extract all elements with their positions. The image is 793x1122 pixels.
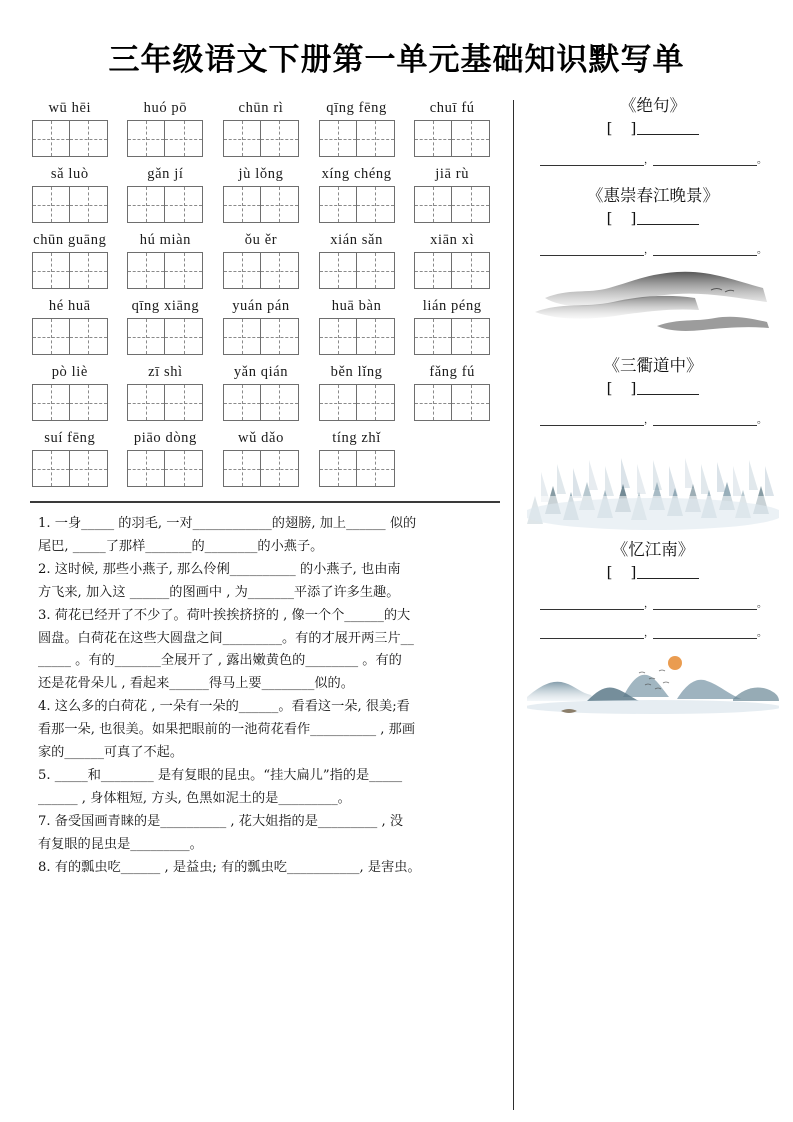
pinyin-label: xián sǎn bbox=[330, 232, 383, 248]
character-box-group[interactable] bbox=[118, 318, 214, 355]
tianzige-cell[interactable] bbox=[33, 121, 70, 156]
tianzige-cell[interactable] bbox=[128, 187, 165, 222]
tianzige-grid[interactable] bbox=[319, 186, 395, 223]
poem-blank-segment[interactable] bbox=[653, 154, 757, 166]
blank-line: 看那一朵, 也很美。如果把眼前的一池荷花看作__________ , 那画 bbox=[38, 722, 416, 738]
pinyin-box-row bbox=[22, 120, 500, 157]
tianzige-cell[interactable] bbox=[128, 385, 165, 420]
poem-blank-segment[interactable] bbox=[653, 414, 757, 426]
blank-line: 2. 这时候, 那些小燕子, 那么伶俐__________ 的小燕子, 也由南 bbox=[38, 561, 401, 577]
character-box-group[interactable] bbox=[213, 318, 309, 355]
decorative-artwork bbox=[527, 651, 779, 735]
pinyin-box-row bbox=[22, 450, 500, 487]
author-bracket-close: ] bbox=[630, 209, 638, 227]
pinyin-row bbox=[22, 166, 501, 223]
pinyin-row bbox=[22, 430, 501, 487]
tianzige-grid[interactable] bbox=[127, 120, 203, 157]
tianzige-cell[interactable] bbox=[165, 451, 202, 486]
character-box-group[interactable] bbox=[309, 120, 405, 157]
character-box-group[interactable] bbox=[404, 120, 500, 157]
character-box-group[interactable] bbox=[404, 252, 500, 289]
comma-mark: ， bbox=[644, 245, 654, 256]
blank-line: 1. 一身_____ 的羽毛, 一对____________的翅膀, 加上______ 似的 bbox=[38, 516, 417, 531]
tianzige-cell[interactable] bbox=[415, 385, 452, 420]
blank-line: 7. 备受国画青睐的是__________ , 花大姐指的是_________ , 没 bbox=[38, 813, 404, 829]
author-name-underline[interactable] bbox=[637, 564, 699, 579]
tianzige-cell[interactable] bbox=[357, 253, 394, 288]
character-box-group[interactable] bbox=[22, 384, 118, 421]
tianzige-cell[interactable] bbox=[70, 253, 107, 288]
right-column-poems bbox=[513, 92, 793, 1122]
pinyin-label: jiā rù bbox=[435, 166, 470, 182]
pinyin-label-row bbox=[22, 166, 500, 186]
author-gap bbox=[614, 209, 631, 227]
tianzige-cell[interactable] bbox=[33, 253, 70, 288]
tianzige-cell[interactable] bbox=[128, 451, 165, 486]
tianzige-grid[interactable] bbox=[319, 120, 395, 157]
tianzige-cell[interactable] bbox=[70, 121, 107, 156]
tianzige-cell[interactable] bbox=[415, 121, 452, 156]
pinyin-label: tíng zhǐ bbox=[332, 430, 381, 446]
spacer bbox=[527, 166, 779, 182]
tianzige-cell[interactable] bbox=[320, 187, 357, 222]
pinyin-label: ǒu ěr bbox=[244, 232, 278, 248]
tianzige-grid[interactable] bbox=[32, 186, 108, 223]
tianzige-grid[interactable] bbox=[127, 252, 203, 289]
poem-title: 《忆江南》 bbox=[611, 540, 695, 559]
tianzige-cell[interactable] bbox=[320, 451, 357, 486]
blank-line: 8. 有的瓢虫吃______ , 是益虫; 有的瓢虫吃___________, 是害虫。 bbox=[38, 859, 421, 875]
blank-line: 3. 荷花已经开了不少了。荷叶挨挨挤挤的 , 像一个个______的大 bbox=[38, 607, 411, 623]
ink-mountain-illustration bbox=[527, 268, 779, 346]
tianzige-cell[interactable] bbox=[415, 187, 452, 222]
poem-blank-segment[interactable] bbox=[653, 244, 757, 256]
tianzige-cell[interactable] bbox=[415, 319, 452, 354]
pinyin-label: hé huā bbox=[48, 298, 91, 314]
tianzige-grid[interactable] bbox=[223, 252, 299, 289]
blank-line: 尾巴, _____了那样_______的________的小燕子。 bbox=[38, 538, 324, 554]
author-name-underline[interactable] bbox=[637, 380, 699, 395]
tianzige-cell[interactable] bbox=[165, 253, 202, 288]
misty-pine-forest-illustration bbox=[527, 438, 779, 530]
character-box-group[interactable] bbox=[309, 318, 405, 355]
character-box-group[interactable] bbox=[309, 186, 405, 223]
sunrise-river-landscape-illustration bbox=[527, 651, 779, 735]
tianzige-grid[interactable] bbox=[414, 252, 490, 289]
tianzige-cell[interactable] bbox=[165, 121, 202, 156]
tianzige-cell[interactable] bbox=[320, 121, 357, 156]
tianzige-grid[interactable] bbox=[32, 120, 108, 157]
blank-line: 还是花骨朵儿 , 看起来______得马上要________似的。 bbox=[38, 676, 354, 692]
pinyin-label: qīng fēng bbox=[326, 100, 387, 116]
character-box-group[interactable] bbox=[213, 450, 309, 487]
poem-answer-line[interactable] bbox=[527, 627, 779, 639]
tianzige-cell[interactable] bbox=[261, 385, 298, 420]
character-box-group[interactable] bbox=[309, 450, 405, 487]
tianzige-cell[interactable] bbox=[320, 319, 357, 354]
pinyin-label: zī shì bbox=[148, 364, 183, 380]
pinyin-label: běn lǐng bbox=[330, 364, 383, 380]
author-gap bbox=[614, 119, 631, 137]
character-box-group[interactable] bbox=[309, 252, 405, 289]
tianzige-cell[interactable] bbox=[261, 451, 298, 486]
character-box-group[interactable] bbox=[213, 252, 309, 289]
author-bracket-close: ] bbox=[630, 379, 638, 397]
blank-line: 5. _____和________ 是有复眼的昆虫。“挂大扁儿”指的是_____ bbox=[38, 767, 403, 783]
author-name-underline[interactable] bbox=[637, 120, 699, 135]
tianzige-grid[interactable] bbox=[127, 186, 203, 223]
tianzige-cell[interactable] bbox=[70, 187, 107, 222]
tianzige-cell[interactable] bbox=[452, 385, 489, 420]
tianzige-cell[interactable] bbox=[261, 187, 298, 222]
tianzige-grid[interactable] bbox=[414, 120, 490, 157]
pinyin-label: wǔ dǎo bbox=[238, 430, 284, 446]
tianzige-cell[interactable] bbox=[70, 319, 107, 354]
tianzige-cell[interactable] bbox=[452, 319, 489, 354]
pinyin-label-row bbox=[22, 364, 500, 384]
pinyin-row bbox=[22, 364, 501, 421]
tianzige-cell[interactable] bbox=[33, 451, 70, 486]
tianzige-cell[interactable] bbox=[357, 451, 394, 486]
tianzige-grid[interactable] bbox=[127, 384, 203, 421]
tianzige-cell[interactable] bbox=[415, 253, 452, 288]
poem-title: 《绝句》 bbox=[620, 96, 686, 115]
pinyin-label: sǎ luò bbox=[50, 166, 89, 182]
blank-line: ______ , 身体粗短, 方头, 色黑如泥土的是_________。 bbox=[38, 790, 351, 806]
poem-section bbox=[527, 536, 779, 735]
poem-section bbox=[527, 92, 779, 182]
character-box-group[interactable] bbox=[118, 120, 214, 157]
spacer bbox=[404, 430, 500, 450]
pinyin-label: huā bàn bbox=[331, 298, 382, 314]
tianzige-cell[interactable] bbox=[224, 319, 261, 354]
pinyin-label: chūn rì bbox=[238, 100, 284, 116]
poem-author-blank[interactable] bbox=[527, 119, 779, 137]
character-box-group[interactable] bbox=[22, 252, 118, 289]
character-box-group[interactable] bbox=[213, 120, 309, 157]
pinyin-label: pò liè bbox=[51, 364, 88, 380]
character-box-group[interactable] bbox=[22, 186, 118, 223]
tianzige-cell[interactable] bbox=[165, 319, 202, 354]
pinyin-label: jù lǒng bbox=[238, 166, 284, 182]
blank-line: _____ 。有的_______全展开了 , 露出嫩黄色的________ 。有的 bbox=[38, 653, 402, 669]
pinyin-label-row bbox=[22, 298, 500, 318]
page-title: 三年级语文下册第一单元基础知识默写单 bbox=[108, 42, 685, 78]
tianzige-grid[interactable] bbox=[223, 384, 299, 421]
poem-blank-segment[interactable] bbox=[540, 627, 644, 639]
poem-author-blank[interactable] bbox=[527, 563, 779, 581]
pinyin-box-row bbox=[22, 252, 500, 289]
tianzige-cell[interactable] bbox=[261, 319, 298, 354]
page-header bbox=[0, 0, 793, 92]
tianzige-cell[interactable] bbox=[320, 385, 357, 420]
tianzige-grid[interactable] bbox=[319, 252, 395, 289]
tianzige-grid[interactable] bbox=[223, 186, 299, 223]
tianzige-grid[interactable] bbox=[319, 318, 395, 355]
tianzige-grid[interactable] bbox=[32, 252, 108, 289]
poem-answer-line[interactable] bbox=[527, 414, 779, 426]
character-box-group[interactable] bbox=[404, 318, 500, 355]
pinyin-label: yuán pán bbox=[232, 298, 290, 314]
character-box-group[interactable] bbox=[118, 384, 214, 421]
pinyin-label: lián péng bbox=[422, 298, 482, 314]
tianzige-cell[interactable] bbox=[320, 253, 357, 288]
tianzige-cell[interactable] bbox=[224, 253, 261, 288]
author-gap bbox=[614, 379, 631, 397]
tianzige-cell[interactable] bbox=[261, 253, 298, 288]
character-box-group[interactable] bbox=[118, 252, 214, 289]
character-box-group[interactable] bbox=[213, 186, 309, 223]
pinyin-writing-grid bbox=[0, 92, 513, 487]
author-bracket-open: [ bbox=[606, 209, 614, 227]
pinyin-box-row bbox=[22, 318, 500, 355]
poem-blank-segment[interactable] bbox=[540, 244, 644, 256]
pinyin-row bbox=[22, 232, 501, 289]
tianzige-grid[interactable] bbox=[223, 450, 299, 487]
pinyin-row bbox=[22, 298, 501, 355]
tianzige-cell[interactable] bbox=[70, 385, 107, 420]
period-mark: 。 bbox=[757, 155, 767, 166]
period-mark: 。 bbox=[757, 245, 767, 256]
tianzige-grid[interactable] bbox=[223, 120, 299, 157]
tianzige-cell[interactable] bbox=[452, 253, 489, 288]
poem-title: 《惠崇春江晚景》 bbox=[587, 186, 719, 205]
blank-line: 有复眼的昆虫是_________。 bbox=[38, 836, 203, 852]
poem-answer-line[interactable] bbox=[527, 244, 779, 256]
tianzige-cell[interactable] bbox=[357, 385, 394, 420]
pinyin-box-row bbox=[22, 384, 500, 421]
pinyin-label: piāo dòng bbox=[133, 430, 197, 446]
tianzige-cell[interactable] bbox=[357, 319, 394, 354]
tianzige-grid[interactable] bbox=[319, 450, 395, 487]
blank-line: 家的______可真了不起。 bbox=[38, 745, 184, 761]
tianzige-grid[interactable] bbox=[32, 318, 108, 355]
tianzige-grid[interactable] bbox=[127, 318, 203, 355]
poem-blank-segment[interactable] bbox=[653, 627, 757, 639]
tianzige-cell[interactable] bbox=[128, 253, 165, 288]
tianzige-cell[interactable] bbox=[261, 121, 298, 156]
tianzige-grid[interactable] bbox=[223, 318, 299, 355]
author-gap bbox=[614, 563, 631, 581]
poem-answer-line[interactable] bbox=[527, 598, 779, 610]
pinyin-label: fǎng fú bbox=[429, 364, 475, 380]
poem-blank-segment[interactable] bbox=[540, 154, 644, 166]
left-column bbox=[0, 92, 513, 1122]
pinyin-label: suí fēng bbox=[44, 430, 96, 446]
tianzige-cell[interactable] bbox=[224, 121, 261, 156]
author-bracket-open: [ bbox=[606, 563, 614, 581]
author-bracket-close: ] bbox=[630, 119, 638, 137]
pinyin-label: wū hēi bbox=[48, 100, 92, 116]
character-box-group[interactable] bbox=[22, 120, 118, 157]
author-bracket-open: [ bbox=[606, 379, 614, 397]
comma-mark: ， bbox=[644, 628, 654, 639]
blank-line: 方飞来, 加入这 ______的图画中 , 为_______平添了许多生趣。 bbox=[38, 584, 400, 600]
poem-section bbox=[527, 182, 779, 346]
tianzige-cell[interactable] bbox=[33, 319, 70, 354]
author-bracket-open: [ bbox=[606, 119, 614, 137]
period-mark: 。 bbox=[757, 415, 767, 426]
tianzige-grid[interactable] bbox=[414, 384, 490, 421]
pinyin-label-row bbox=[22, 100, 500, 120]
comma-mark: ， bbox=[644, 155, 654, 166]
tianzige-cell[interactable] bbox=[165, 385, 202, 420]
pinyin-row bbox=[22, 100, 501, 157]
tianzige-grid[interactable] bbox=[414, 318, 490, 355]
tianzige-cell[interactable] bbox=[224, 451, 261, 486]
tianzige-cell[interactable] bbox=[452, 121, 489, 156]
character-box-group[interactable] bbox=[22, 450, 118, 487]
tianzige-grid[interactable] bbox=[127, 450, 203, 487]
tianzige-cell[interactable] bbox=[33, 385, 70, 420]
fill-in-blank-section bbox=[0, 503, 513, 879]
poem-section bbox=[527, 352, 779, 530]
pinyin-label: xiān xì bbox=[430, 232, 475, 248]
page-body bbox=[0, 92, 793, 1122]
tianzige-cell[interactable] bbox=[128, 319, 165, 354]
blank-line: 圆盘。白荷花在这些大圆盘之间_________。有的才展开两三片__ bbox=[38, 630, 414, 646]
pinyin-box-row bbox=[22, 186, 500, 223]
poem-blank-segment[interactable] bbox=[540, 414, 644, 426]
tianzige-cell[interactable] bbox=[224, 187, 261, 222]
tianzige-grid[interactable] bbox=[32, 450, 108, 487]
period-mark: 。 bbox=[757, 628, 767, 639]
pinyin-label: chūn guāng bbox=[33, 232, 107, 248]
tianzige-grid[interactable] bbox=[319, 384, 395, 421]
decorative-artwork bbox=[527, 438, 779, 530]
author-name-underline[interactable] bbox=[637, 210, 699, 225]
period-mark: 。 bbox=[757, 599, 767, 610]
character-box-group[interactable] bbox=[118, 450, 214, 487]
character-box-group[interactable] bbox=[309, 384, 405, 421]
pinyin-label: huó pō bbox=[143, 100, 188, 116]
pinyin-label-row bbox=[22, 232, 500, 252]
pinyin-label: xíng chéng bbox=[321, 166, 392, 182]
tianzige-grid[interactable] bbox=[32, 384, 108, 421]
character-box-group[interactable] bbox=[22, 318, 118, 355]
tianzige-grid[interactable] bbox=[414, 186, 490, 223]
tianzige-cell[interactable] bbox=[33, 187, 70, 222]
character-box-group[interactable] bbox=[404, 384, 500, 421]
poem-author-blank[interactable] bbox=[527, 209, 779, 227]
pinyin-label-row bbox=[22, 430, 500, 450]
tianzige-cell[interactable] bbox=[165, 187, 202, 222]
character-box-group[interactable] bbox=[118, 186, 214, 223]
blank-line: 4. 这么多的白荷花 , 一朵有一朵的______。看看这一朵, 很美;看 bbox=[38, 699, 410, 715]
pinyin-label: qīng xiāng bbox=[131, 298, 200, 314]
comma-mark: ， bbox=[644, 415, 654, 426]
pinyin-label: hú miàn bbox=[139, 232, 192, 248]
comma-mark: ， bbox=[644, 599, 654, 610]
author-bracket-close: ] bbox=[630, 563, 638, 581]
poem-author-blank[interactable] bbox=[527, 379, 779, 397]
poem-blank-segment[interactable] bbox=[540, 598, 644, 610]
pinyin-label: chuī fú bbox=[429, 100, 475, 116]
tianzige-cell[interactable] bbox=[128, 121, 165, 156]
spacer bbox=[404, 450, 500, 487]
tianzige-cell[interactable] bbox=[357, 187, 394, 222]
character-box-group[interactable] bbox=[213, 384, 309, 421]
poem-answer-line[interactable] bbox=[527, 154, 779, 166]
character-box-group[interactable] bbox=[404, 186, 500, 223]
poem-title: 《三衢道中》 bbox=[603, 356, 703, 375]
pinyin-label: gǎn jí bbox=[147, 166, 184, 182]
tianzige-cell[interactable] bbox=[452, 187, 489, 222]
tianzige-cell[interactable] bbox=[70, 451, 107, 486]
poem-blank-segment[interactable] bbox=[653, 598, 757, 610]
pinyin-label: yǎn qián bbox=[233, 364, 289, 380]
decorative-artwork bbox=[527, 268, 779, 346]
tianzige-cell[interactable] bbox=[357, 121, 394, 156]
tianzige-cell[interactable] bbox=[224, 385, 261, 420]
